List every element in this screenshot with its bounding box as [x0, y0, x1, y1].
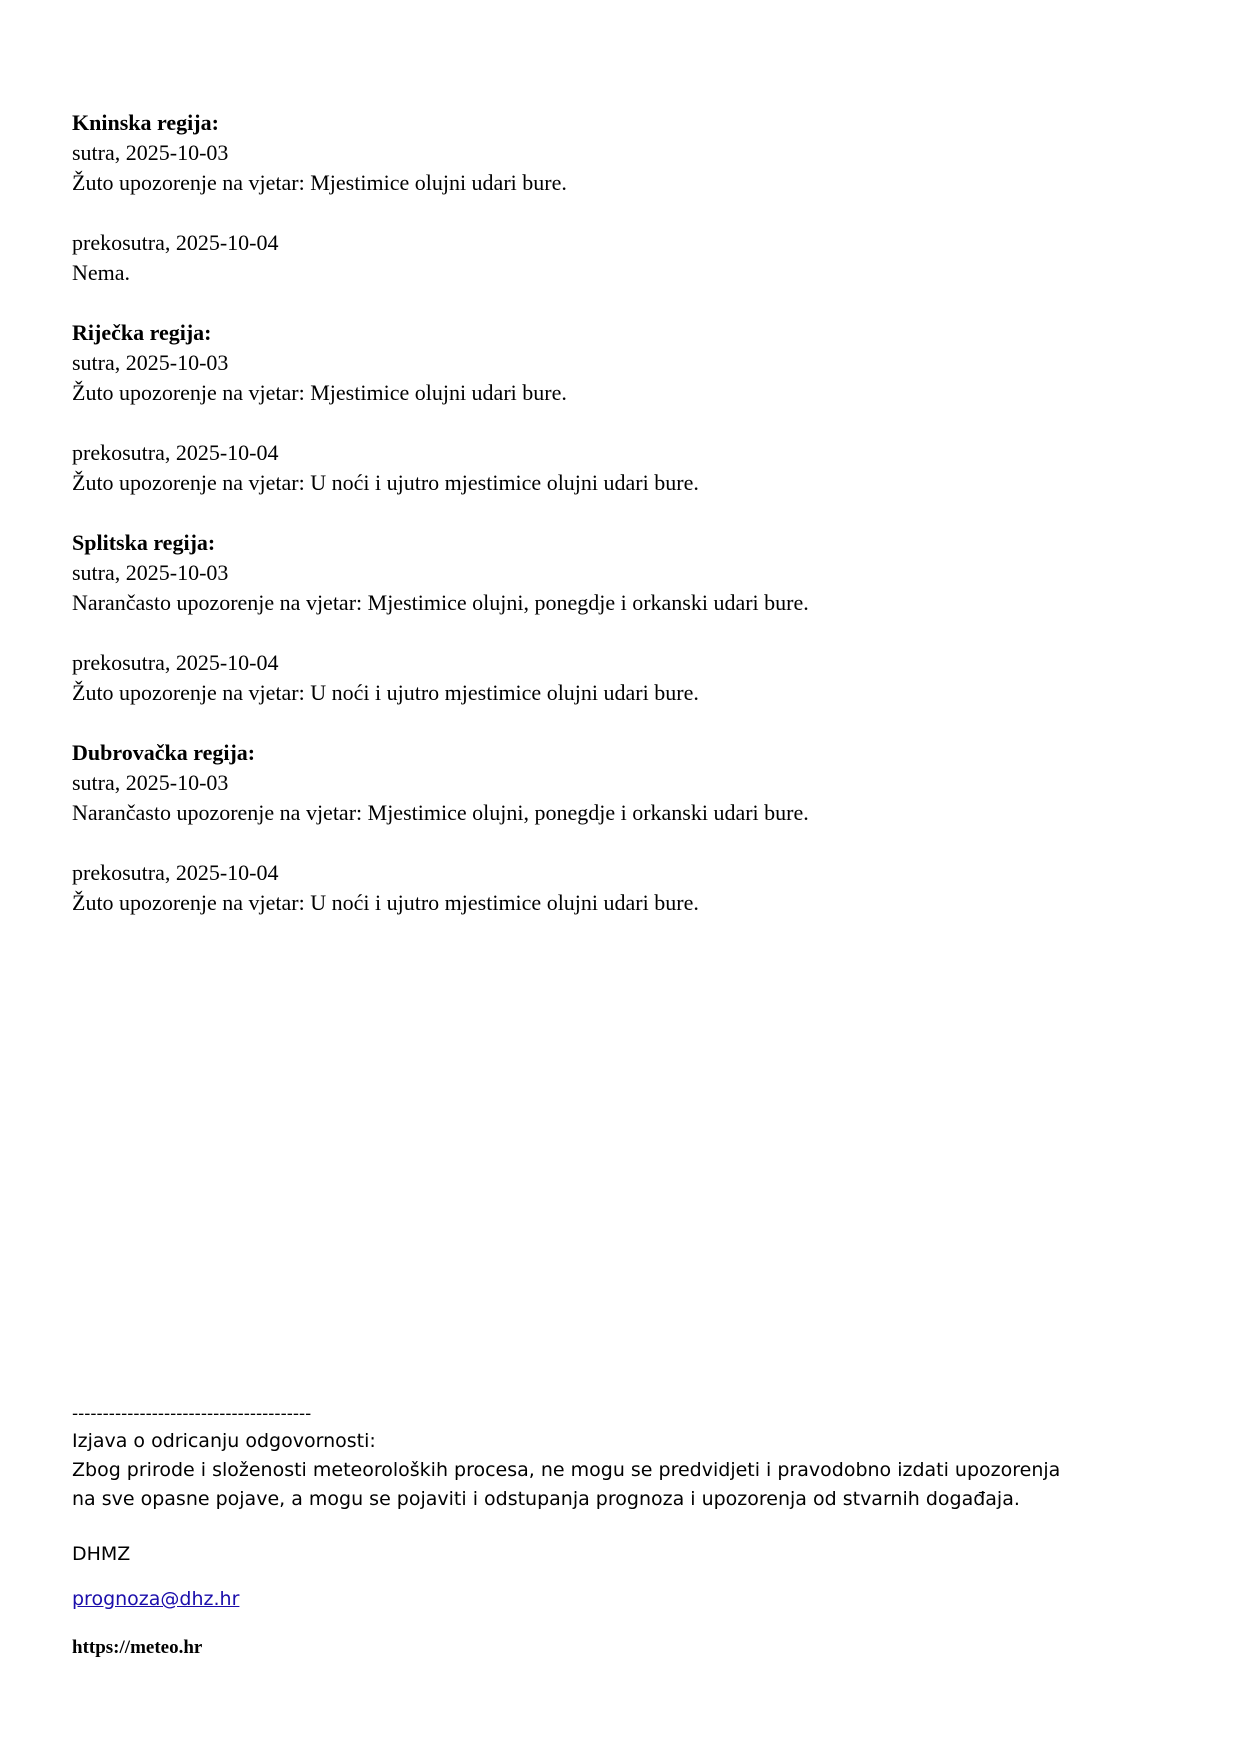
- forecast-day: prekosutra, 2025-10-04: [72, 860, 279, 885]
- organization-name: DHMZ: [72, 1543, 131, 1565]
- forecast-day: sutra, 2025-10-03: [72, 140, 229, 165]
- paragraph-gap: [72, 828, 1162, 858]
- paragraph-gap: [72, 408, 1162, 438]
- forecast-text: Žuto upozorenje na vjetar: Mjestimice olujni udari bure.: [72, 380, 567, 405]
- forecast-text: Žuto upozorenje na vjetar: U noći i ujutro mjestimice olujni udari bure.: [72, 470, 699, 495]
- forecast-day: prekosutra, 2025-10-04: [72, 230, 279, 255]
- forecast-text: Žuto upozorenje na vjetar: Mjestimice olujni udari bure.: [72, 170, 567, 195]
- disclaimer-title: Izjava o odricanju odgovornosti:: [72, 1430, 376, 1452]
- forecast-day: prekosutra, 2025-10-04: [72, 440, 279, 465]
- regions-list: [72, 108, 1162, 918]
- region-block: [72, 108, 1162, 318]
- paragraph-gap: [72, 708, 1162, 738]
- region-title: Splitska regija:: [72, 530, 216, 555]
- region-block: [72, 318, 1162, 528]
- document-footer: [72, 1402, 1162, 1681]
- forecast-day: sutra, 2025-10-03: [72, 770, 229, 795]
- forecast-day: sutra, 2025-10-03: [72, 560, 229, 585]
- disclaimer-line: Zbog prirode i složenosti meteoroloških procesa, ne mogu se predvidjeti i pravodobno izdati upozorenja: [72, 1459, 1061, 1481]
- forecast-text: Nema.: [72, 260, 131, 285]
- paragraph-gap: [72, 618, 1162, 648]
- paragraph-gap: [72, 288, 1162, 318]
- forecast-text: Žuto upozorenje na vjetar: U noći i ujutro mjestimice olujni udari bure.: [72, 890, 699, 915]
- paragraph-gap: [72, 1514, 1162, 1540]
- paragraph-gap: [72, 498, 1162, 528]
- region-title: Dubrovačka regija:: [72, 740, 256, 765]
- forecast-day: sutra, 2025-10-03: [72, 350, 229, 375]
- paragraph-gap: [72, 198, 1162, 228]
- region-title: Kninska regija:: [72, 110, 219, 135]
- disclaimer-line: na sve opasne pojave, a mogu se pojaviti i odstupanja prognoza i upozorenja od stvarnih događaja.: [72, 1488, 1020, 1510]
- forecast-text: Žuto upozorenje na vjetar: U noći i ujutro mjestimice olujni udari bure.: [72, 680, 699, 705]
- footer-divider: ---------------------------------------: [72, 1404, 312, 1424]
- email-link[interactable]: prognoza@dhz.hr: [72, 1588, 240, 1610]
- region-title: Riječka regija:: [72, 320, 212, 345]
- forecast-text: Narančasto upozorenje na vjetar: Mjestimice olujni, ponegdje i orkanski udari bure.: [72, 800, 809, 825]
- forecast-text: Narančasto upozorenje na vjetar: Mjestimice olujni, ponegdje i orkanski udari bure.: [72, 590, 809, 615]
- website-link[interactable]: https://meteo.hr: [72, 1637, 203, 1658]
- region-block: [72, 528, 1162, 738]
- forecast-day: prekosutra, 2025-10-04: [72, 650, 279, 675]
- region-block: [72, 738, 1162, 918]
